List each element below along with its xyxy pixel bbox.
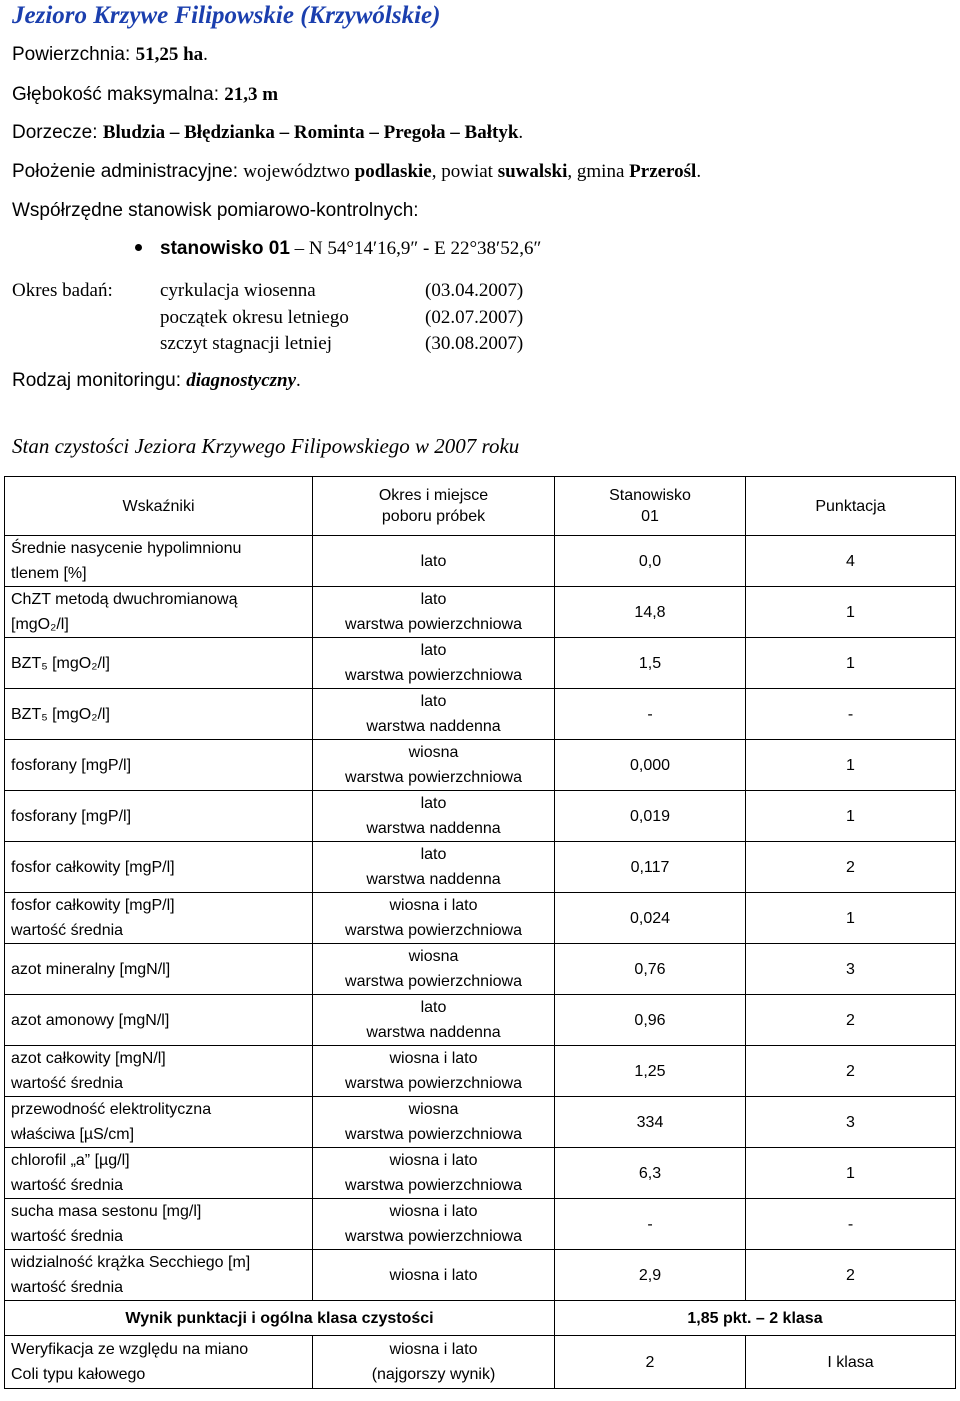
page-title: Jezioro Krzywe Filipowskie (Krzywólskie) [12, 2, 441, 29]
cell-line: fosfor całkowity [mgP/l] [11, 897, 175, 914]
verification-row [5, 1336, 956, 1389]
station-value-cell: 0,019 [555, 791, 746, 842]
table-header-row [5, 477, 956, 536]
sampling-cell [313, 587, 555, 638]
cell-line: [mgO₂/l] [11, 616, 69, 633]
cell-line: warstwa powierzchniowa [345, 922, 522, 939]
station-value-cell: 14,8 [555, 587, 746, 638]
station-value-cell: 0,0 [555, 536, 746, 587]
station-value-cell: - [555, 1199, 746, 1250]
cell-line: chlorofil „a” [µg/l] [11, 1152, 130, 1169]
table-row [5, 638, 956, 689]
cell-line: przewodność elektrolityczna [11, 1101, 212, 1118]
cell-line: widzialność krążka Secchiego [m] [11, 1254, 251, 1271]
indicator-cell [5, 1199, 313, 1250]
station-value-cell: 6,3 [555, 1148, 746, 1199]
monitoring-line [12, 370, 301, 392]
cell-line: wiosna i lato [389, 1203, 478, 1220]
points-cell: 2 [746, 842, 956, 893]
station-item [135, 238, 541, 260]
station-value-cell: 0,117 [555, 842, 746, 893]
station-name: stanowisko 01 [160, 238, 290, 259]
cell-line: azot mineralny [mgN/l] [11, 960, 171, 978]
admin-part: , powiat [431, 161, 498, 182]
cell-line: warstwa powierzchniowa [345, 667, 522, 684]
depth-line [12, 84, 278, 106]
indicator-cell [5, 740, 313, 791]
indicator-cell [5, 893, 313, 944]
area-value: 51,25 ha [135, 44, 204, 65]
points-cell: - [746, 1199, 956, 1250]
basin-end: . [518, 122, 524, 143]
cell-line: wiosna i lato [389, 1266, 478, 1284]
sampling-cell [313, 1097, 555, 1148]
cell-line: warstwa powierzchniowa [345, 769, 522, 786]
area-label: Powierzchnia: [12, 44, 136, 65]
sampling-cell [313, 1148, 555, 1199]
station-value-cell: 0,024 [555, 893, 746, 944]
admin-part: województwo [243, 161, 355, 182]
table-row [5, 842, 956, 893]
area-end: . [203, 44, 208, 65]
cell-line: lato [420, 642, 447, 659]
station-value-cell: - [555, 689, 746, 740]
cell-line: warstwa naddenna [366, 718, 501, 735]
admin-end: . [696, 161, 702, 182]
admin-line [12, 161, 701, 183]
sampling-cell [313, 689, 555, 740]
table-title: Stan czystości Jeziora Krzywego Filipowskiego w 2007 roku [12, 434, 520, 458]
summary-row [5, 1301, 956, 1336]
points-cell: 2 [746, 1046, 956, 1097]
cell-line: warstwa naddenna [366, 820, 501, 837]
depth-label: Głębokość maksymalna: [12, 84, 225, 105]
cell-line: fosfor całkowity [mgP/l] [11, 858, 175, 876]
cell-line: warstwa naddenna [366, 1024, 501, 1041]
points-cell: 1 [746, 587, 956, 638]
admin-commune: Przerośl [629, 161, 697, 182]
admin-county: suwalski [497, 161, 568, 182]
cell-line: wiosna [408, 744, 459, 761]
sampling-cell [313, 1199, 555, 1250]
monitoring-value: diagnostyczny [186, 370, 297, 391]
station-value-cell: 0,76 [555, 944, 746, 995]
cell-line: Coli typu kałowego [11, 1366, 146, 1383]
table-row [5, 689, 956, 740]
cell-line: warstwa powierzchniowa [345, 1075, 522, 1092]
cell-line: wiosna i lato [389, 1341, 478, 1358]
monitoring-label: Rodzaj monitoringu: [12, 370, 187, 391]
depth-value: 21,3 m [224, 84, 279, 105]
indicator-cell [5, 944, 313, 995]
points-cell: 1 [746, 791, 956, 842]
cell-line: warstwa powierzchniowa [345, 1126, 522, 1143]
indicator-cell [5, 536, 313, 587]
cell-line: lato [420, 999, 447, 1016]
cell-line: lato [420, 846, 447, 863]
header-indicator: Wskaźniki [5, 477, 313, 536]
verification-class: I klasa [746, 1336, 956, 1389]
area-line [12, 44, 208, 66]
points-cell: 3 [746, 1097, 956, 1148]
cell-line: Weryfikacja ze względu na miano [11, 1341, 249, 1358]
station-value-cell: 0,000 [555, 740, 746, 791]
period-date: (03.04.2007) [425, 280, 524, 301]
header-station: Stanowisko 01 [555, 477, 746, 536]
station-value-cell: 0,96 [555, 995, 746, 1046]
data-table [4, 476, 956, 1389]
points-cell: 1 [746, 638, 956, 689]
points-cell: 2 [746, 1250, 956, 1301]
points-cell: 1 [746, 1148, 956, 1199]
bullet-icon [135, 244, 142, 251]
cell-line: BZT₅ [mgO₂/l] [11, 705, 110, 723]
sampling-cell [313, 995, 555, 1046]
verification-label [5, 1336, 313, 1389]
table-row [5, 1148, 956, 1199]
basin-line [12, 122, 523, 144]
cell-line: wiosna [408, 948, 459, 965]
table-row [5, 893, 956, 944]
cell-line: warstwa powierzchniowa [345, 1177, 522, 1194]
cell-line: wartość średnia [11, 1228, 124, 1245]
table-row [5, 740, 956, 791]
cell-line: fosforany [mgP/l] [11, 807, 132, 825]
cell-line: wiosna [408, 1101, 459, 1118]
cell-line: warstwa powierzchniowa [345, 973, 522, 990]
cell-line: tlenem [%] [11, 565, 87, 582]
station-coords: – N 54°14′16,9″ - E 22°38′52,6″ [289, 238, 542, 259]
cell-line: wartość średnia [11, 922, 124, 939]
cell-line: warstwa naddenna [366, 871, 501, 888]
indicator-cell [5, 1250, 313, 1301]
basin-label: Dorzecze: [12, 122, 103, 143]
admin-label: Położenie administracyjne: [12, 161, 244, 182]
points-cell: 1 [746, 893, 956, 944]
monitoring-end: . [296, 370, 301, 391]
coords-label: Współrzędne stanowisk pomiarowo-kontrolnych: [12, 200, 419, 221]
period-label: Okres badań: [12, 280, 113, 301]
indicator-cell [5, 689, 313, 740]
admin-voivodeship: podlaskie [354, 161, 432, 182]
station-value-cell: 2,9 [555, 1250, 746, 1301]
cell-line: wartość średnia [11, 1177, 124, 1194]
cell-line: warstwa powierzchniowa [345, 616, 522, 633]
cell-line: fosforany [mgP/l] [11, 756, 132, 774]
cell-line: lato [420, 552, 447, 570]
table-row [5, 1097, 956, 1148]
cell-line: lato [420, 795, 447, 812]
table-row [5, 944, 956, 995]
station-value-cell: 334 [555, 1097, 746, 1148]
cell-line: wartość średnia [11, 1279, 124, 1296]
sampling-cell [313, 842, 555, 893]
sampling-cell [313, 536, 555, 587]
cell-line: (najgorszy wynik) [371, 1366, 496, 1383]
sampling-cell [313, 1046, 555, 1097]
indicator-cell [5, 1097, 313, 1148]
verification-sampling [313, 1336, 555, 1389]
table-row [5, 995, 956, 1046]
coords-line [12, 200, 419, 222]
indicator-cell [5, 638, 313, 689]
indicator-cell [5, 995, 313, 1046]
basin-value: Bludzia – Błędzianka – Rominta – Pregoła – Bałtyk [102, 122, 519, 143]
admin-part: , gmina [567, 161, 630, 182]
period-name: szczyt stagnacji letniej [160, 333, 332, 354]
period-date: (30.08.2007) [425, 333, 524, 354]
table-row [5, 1199, 956, 1250]
table-row [5, 1046, 956, 1097]
summary-value: 1,85 pkt. – 2 klasa [555, 1301, 956, 1336]
sampling-cell [313, 791, 555, 842]
cell-line: sucha masa sestonu [mg/l] [11, 1203, 202, 1220]
points-cell: - [746, 689, 956, 740]
cell-line: BZT₅ [mgO₂/l] [11, 654, 110, 672]
header-points: Punktacja [746, 477, 956, 536]
indicator-cell [5, 1148, 313, 1199]
cell-line: warstwa powierzchniowa [345, 1228, 522, 1245]
cell-line: lato [420, 693, 447, 710]
sampling-cell [313, 740, 555, 791]
header-period: Okres i miejsce poboru próbek [313, 477, 555, 536]
points-cell: 1 [746, 740, 956, 791]
cell-line: azot amonowy [mgN/l] [11, 1011, 170, 1029]
cell-line: ChZT metodą dwuchromianową [11, 591, 238, 608]
indicator-cell [5, 842, 313, 893]
period-name: początek okresu letniego [160, 307, 349, 328]
cell-line: właściwa [µS/cm] [11, 1126, 135, 1143]
summary-label: Wynik punktacji i ogólna klasa czystości [5, 1301, 555, 1336]
points-cell: 4 [746, 536, 956, 587]
period-date: (02.07.2007) [425, 307, 524, 328]
sampling-cell [313, 893, 555, 944]
cell-line: wiosna i lato [389, 1050, 478, 1067]
cleanliness-table [4, 476, 955, 1389]
cell-line: Średnie nasycenie hypolimnionu [11, 540, 242, 557]
sampling-cell [313, 1250, 555, 1301]
verification-value: 2 [555, 1336, 746, 1389]
indicator-cell [5, 587, 313, 638]
table-row [5, 791, 956, 842]
cell-line: wiosna i lato [389, 1152, 478, 1169]
table-row [5, 1250, 956, 1301]
table-row [5, 587, 956, 638]
points-cell: 2 [746, 995, 956, 1046]
cell-line: wartość średnia [11, 1075, 124, 1092]
indicator-cell [5, 1046, 313, 1097]
station-value-cell: 1,25 [555, 1046, 746, 1097]
cell-line: lato [420, 591, 447, 608]
sampling-cell [313, 638, 555, 689]
cell-line: wiosna i lato [389, 897, 478, 914]
points-cell: 3 [746, 944, 956, 995]
sampling-cell [313, 944, 555, 995]
cell-line: azot całkowity [mgN/l] [11, 1050, 166, 1067]
indicator-cell [5, 791, 313, 842]
table-row [5, 536, 956, 587]
station-value-cell: 1,5 [555, 638, 746, 689]
period-name: cyrkulacja wiosenna [160, 280, 316, 301]
